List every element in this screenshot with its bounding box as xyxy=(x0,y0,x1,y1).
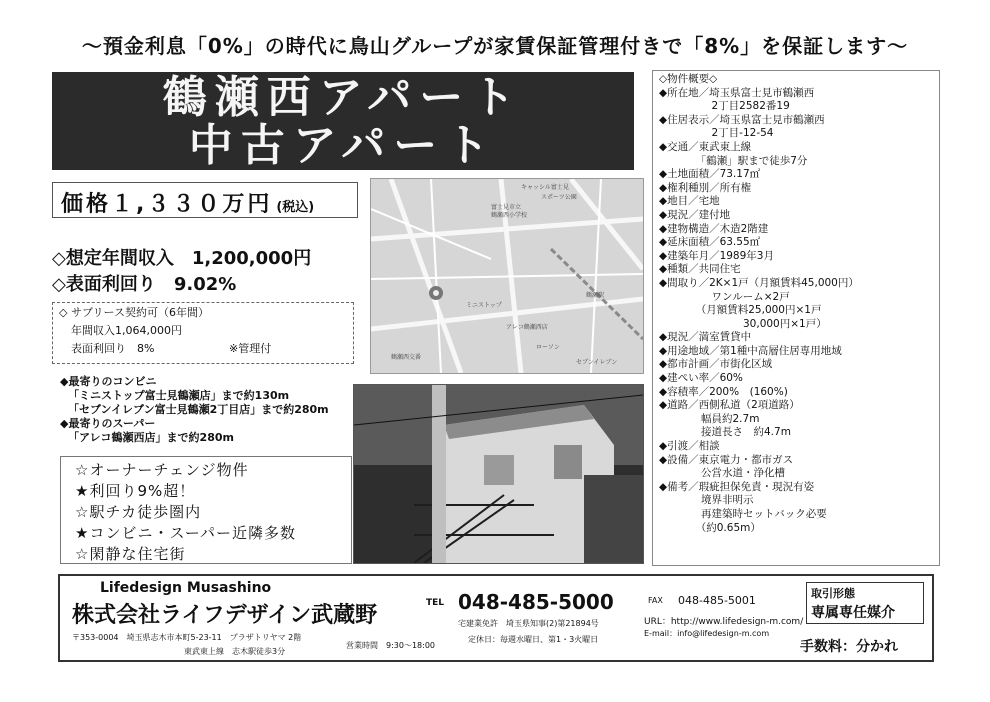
spec-row: ◆建ぺい率／60% xyxy=(659,372,743,385)
spec-row: 公営水道・浄化槽 xyxy=(659,467,785,480)
income-line: ◇想定年間収入 1,200,000円 xyxy=(52,248,312,269)
company-address: 〒353-0004 埼玉県志木市本町5-23-11 プラザトリヤマ 2階 xyxy=(72,633,302,642)
brand-logo: Lifedesign Musashino xyxy=(100,580,272,596)
nearby-line: 「アレコ鶴瀬西店」まで約280m xyxy=(68,431,234,444)
spec-row: 30,000円×1戸） xyxy=(659,317,827,330)
map-label: 富士見市立 xyxy=(491,204,522,211)
spec-row: ◇物件概要◇ xyxy=(659,73,718,85)
spec-row: ◆住居表示／埼玉県富士見市鶴瀬西 xyxy=(659,113,825,126)
business-hours: 営業時間 9:30～18:00 xyxy=(346,641,436,650)
sublease-yield: 表面利回り 8% xyxy=(71,342,155,355)
company-name: 株式会社ライフデザイン武蔵野 xyxy=(72,603,378,628)
map-label: キャッシル富士見 xyxy=(521,184,569,191)
spec-row: ワンルーム×2戸 xyxy=(659,290,790,303)
fax-label: FAX xyxy=(648,596,663,605)
headline: ～預金利息「0%」の時代に鳥山グループが家賃保証管理付きで「8%」を保証します～ xyxy=(81,34,909,58)
map-label: アレコ鶴瀬西店 xyxy=(506,324,548,331)
spec-row: ◆現況／満室賃貸中 xyxy=(659,331,752,344)
sublease-box xyxy=(52,302,354,364)
spec-row: ◆引渡／相談 xyxy=(659,440,720,453)
spec-row: ◆種類／共同住宅 xyxy=(659,263,741,276)
deal-type-label: 取引形態 xyxy=(811,587,855,600)
spec-row: ◆現況／建付地 xyxy=(659,208,731,221)
map-label: スポーツ公園 xyxy=(541,194,577,201)
title-banner xyxy=(52,72,634,170)
spec-row: （約0.65m） xyxy=(659,521,761,534)
nearby-line: 「ミニストップ富士見鶴瀬店」まで約130m xyxy=(68,389,290,402)
company-footer xyxy=(58,574,934,662)
spec-row: ◆容積率／200% (160%) xyxy=(659,385,788,398)
tel-label: TEL xyxy=(426,598,445,608)
feature-item: ☆駅チカ徒歩圏内 xyxy=(75,503,202,521)
sublease-note: ※管理付 xyxy=(229,342,272,355)
map-label: 鶴瀬駅 xyxy=(586,292,605,299)
feature-item: ★利回り9%超！ xyxy=(75,482,196,500)
website-link[interactable]: URL：http://www.lifedesign-m.com/ xyxy=(644,617,804,627)
spec-row: 再建築時セットバック必要 xyxy=(659,508,827,520)
spec-row: （月額賃料25,000円×1戸 xyxy=(659,304,822,317)
map-label: セブンイレブン xyxy=(576,359,618,366)
spec-row: ◆権利種別／所有権 xyxy=(659,181,752,194)
spec-row: 境界非明示 xyxy=(659,494,754,507)
spec-row: 2丁目-12-54 xyxy=(659,127,774,140)
feature-item: ★コンビニ・スーパー近隣多数 xyxy=(75,524,296,542)
map-label: 鶴瀬西小学校 xyxy=(491,212,528,219)
spec-row: ◆間取り／2K×1戸（月額賃料45,000円） xyxy=(659,276,859,289)
spec-row: ◆都市計画／市街化区域 xyxy=(659,358,773,371)
spec-row: ◆用途地域／第1種中高層住居専用地域 xyxy=(659,344,842,357)
title-line-2: 中古アパート xyxy=(188,120,498,171)
spec-row: ◆延床面積／63.55㎡ xyxy=(659,236,761,249)
nearby-stores xyxy=(60,375,329,445)
spec-row: 接道長さ 約4.7m xyxy=(659,426,791,439)
map-label: 鶴瀬西交番 xyxy=(391,354,422,361)
yield-line: ◇表面利回り 9.02% xyxy=(52,274,237,295)
spec-row: ◆地目／宅地 xyxy=(659,195,720,208)
tel-number[interactable]: 048-485-5000 xyxy=(458,590,614,614)
title-line-1: 鶴瀬西アパート xyxy=(162,72,524,123)
access-info: 東武東上線 志木駅徒歩3分 xyxy=(184,647,286,656)
area-map xyxy=(370,178,644,374)
license-info: 宅建業免許 埼玉県知事(2)第21894号 xyxy=(458,619,599,628)
building-photo-graphic xyxy=(354,385,643,563)
fax-number: 048-485-5001 xyxy=(678,594,756,607)
commission-info: 手数料：分かれ xyxy=(800,639,898,655)
deal-type-value: 専属専任媒介 xyxy=(811,605,895,621)
sublease-title: ◇ サブリース契約可（6年間） xyxy=(59,306,209,319)
deal-type-box xyxy=(806,582,924,624)
map-label: ローソン xyxy=(536,344,560,351)
nearby-line: ◆最寄りのコンビニ xyxy=(60,375,157,388)
features-box xyxy=(60,456,352,564)
spec-row: ◆道路／西側私道（2項道路） xyxy=(659,399,800,412)
holiday-info: 定休日：毎週水曜日、第1・3火曜日 xyxy=(468,635,599,644)
email-link[interactable]: E-mail：info@lifedesign-m.com xyxy=(644,629,770,638)
spec-row: ◆建築年月／1989年3月 xyxy=(659,249,774,262)
spec-row: ◆設備／東京電力・都市ガス xyxy=(659,453,794,466)
price-tax: (税込) xyxy=(276,200,315,215)
price-label: 価格１,３３０万円 (税込) xyxy=(61,192,315,217)
spec-row: 「鶴瀬」駅まで徒歩7分 xyxy=(659,154,808,167)
spec-row: ◆交通／東武東上線 xyxy=(659,140,752,153)
spec-row: ◆建物構造／木造2階建 xyxy=(659,222,769,235)
property-specs xyxy=(652,70,940,566)
nearby-line: 「セブンイレブン富士見鶴瀬2丁目店」まで約280m xyxy=(68,403,329,416)
feature-item: ☆閑静な住宅街 xyxy=(75,545,186,563)
spec-row: ◆土地面積／73.17㎡ xyxy=(659,168,761,181)
spec-row: ◆所在地／埼玉県富士見市鶴瀬西 xyxy=(659,86,815,99)
map-label: ミニストップ xyxy=(466,302,502,309)
sublease-income: 年間収入1,064,000円 xyxy=(71,324,182,337)
spec-row: 2丁目2582番19 xyxy=(659,100,790,113)
building-photo xyxy=(353,384,644,564)
price-box xyxy=(52,182,358,218)
map-graphic xyxy=(371,179,643,373)
spec-row: ◆備考／瑕疵担保免責・現況有姿 xyxy=(659,480,815,493)
feature-item: ☆オーナーチェンジ物件 xyxy=(75,461,249,479)
spec-row: 幅員約2.7m xyxy=(659,412,760,425)
nearby-line: ◆最寄りのスーパー xyxy=(60,417,156,430)
